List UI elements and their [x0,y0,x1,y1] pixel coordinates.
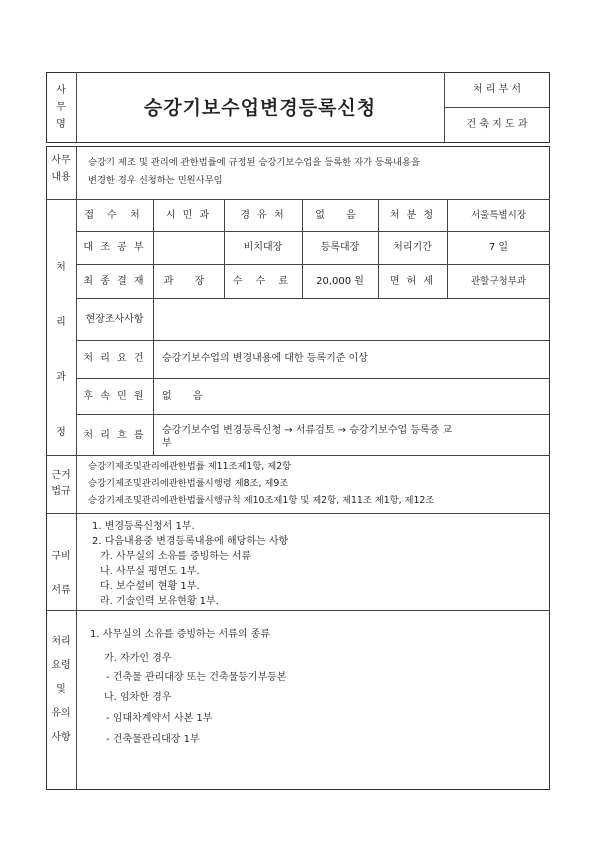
via-value: 없 음 [315,210,365,221]
affairs-label: 사무 내용 [51,155,71,183]
flow-line-2: 부 [162,438,172,449]
notes-line-5: - 임대차계약서 사본 1부 [106,713,213,724]
fee-label: 수 수 료 [232,276,294,287]
via-label: 경 유 처 [240,210,286,221]
affairs-line-2: 변경한 경우 신청하는 민원사무임 [88,175,223,186]
followup-label: 후 속 민 원 [83,391,146,402]
documents-line-3: 가. 사무실의 소유를 증빙하는 서류 [100,551,252,562]
register-label: 비치대장 [243,242,283,253]
page-title: 승강기보수업변경등록신청 [143,97,377,119]
legal-line-3: 승강기제조및관리에관한법률시행규칙 제10조제1항 및 제2항, 제11조 제1항, 제12조 [88,495,435,506]
approval-value: 과 장 [163,276,214,287]
requirement-label: 처 리 요 건 [83,353,146,364]
period-value: 7 일 [488,242,509,253]
affairs-line-1: 승강기 제조 및 관리에 관한법률에 규정된 승강기보수업을 등록한 자가 등록내용을 [88,157,420,168]
documents-line-6: 라. 기술인력 보유현황 1부. [100,596,219,607]
followup-value: 없 음 [162,391,212,402]
dept-value: 건 축 지 도 과 [466,119,528,130]
flow-line-1: 승강기보수업 변경등록신청 → 서류검토 → 승강기보수업 등록증 교 [162,425,453,436]
notes-line-2: 가. 자가인 경우 [104,653,172,664]
authority-label: 처 분 청 [389,210,436,221]
approval-label: 최 종 결 재 [83,276,146,287]
requirement-value: 승강기보수업의 변경내용에 대한 등록기준 이상 [162,353,368,364]
notes-line-6: - 건축물관리대장 1부 [106,734,200,745]
legal-line-2: 승강기제조및관리에관한법률시행령 제8조, 제9조 [88,478,289,489]
period-label: 처리기간 [393,242,432,253]
legal-line-1: 승강기제조및관리에관한법률 제11조제1항, 제2항 [88,461,292,472]
notes-line-1: 1. 사무실의 소유를 증빙하는 서류의 종류 [90,629,270,640]
receiver-value: 시 민 과 [165,210,212,221]
flow-label: 처 리 흐 름 [83,430,146,441]
receiver-label: 접 수 처 [84,210,145,221]
inspection-label: 현장조사사항 [85,314,144,325]
documents-line-1: 1. 변경등록신청서 1부. [92,521,195,532]
process-label: 처 리 과 정 [56,262,66,438]
dept-label: 처 리 부 서 [472,84,522,95]
documents-line-5: 다. 보수설비 현황 1부. [100,581,200,592]
documents-line-2: 2. 다음내용중 변경등록내용에 해당하는 사항 [92,536,289,547]
notes-label: 처리 요령 및 유의 사항 [51,636,71,743]
documents-label: 구비 서류 [51,551,71,596]
documents-line-4: 나. 사무실 평면도 1부. [100,566,200,577]
legal-label: 근거 법규 [51,470,71,497]
authority-value: 서울특별시장 [470,210,527,221]
section-label: 사 무 명 [56,85,66,130]
license-tax-label: 면 허 세 [389,276,436,287]
notes-line-4: 나. 임차한 경우 [104,692,172,703]
notes-line-3: - 건축물 관리대장 또는 건축물등기부등본 [106,672,287,683]
fee-value: 20,000 원 [316,276,364,287]
register-value: 등록대장 [320,242,360,253]
reference-label: 대 조 공 부 [83,242,146,253]
license-tax-value: 관할구청부과 [470,276,527,287]
